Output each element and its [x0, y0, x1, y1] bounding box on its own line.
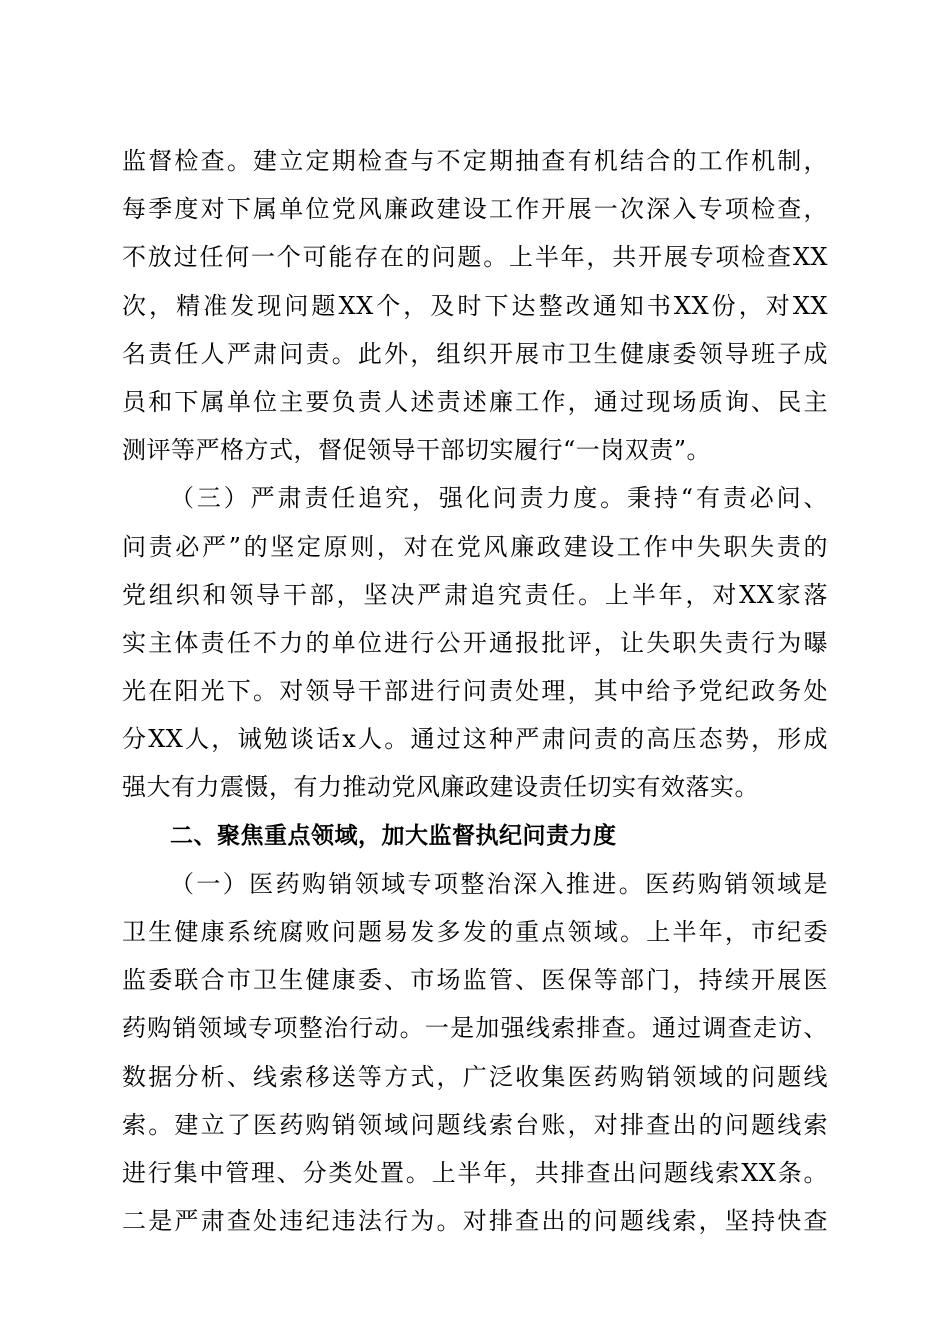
section-heading: 二、聚焦重点领域，加大监督执纪问责力度 [170, 822, 617, 849]
text-line: 药购销领域专项整治行动。一是加强线索排查。通过调查走访、 [122, 1014, 828, 1043]
section-lead-line: （三）严肃责任追究，强化问责力度。秉持“有责必问、 [170, 484, 828, 513]
text-line: 每季度对下属单位党风廉政建设工作开展一次深入专项检查， [122, 195, 828, 224]
text-line: 测评等严格方式，督促领导干部切实履行“一岗双责”。 [122, 436, 712, 465]
text-line: 数据分析、线索移送等方式，广泛收集医药购销领域的问题线 [122, 1062, 828, 1091]
text-line: 监委联合市卫生健康委、市场监管、医保等部门，持续开展医 [122, 966, 828, 995]
text-line: 员和下属单位主要负责人述责述廉工作，通过现场质询、民主 [122, 387, 828, 416]
text-line: 光在阳光下。对领导干部进行问责处理，其中给予党纪政务处 [122, 677, 828, 706]
text-line: 不放过任何一个可能存在的问题。上半年，共开展专项检查XX [122, 243, 828, 272]
text-line: 名责任人严肃问责。此外，组织开展市卫生健康委领导班子成 [122, 339, 828, 368]
text-line: 二是严肃查处违纪违法行为。对排查出的问题线索，坚持快查 [122, 1207, 828, 1236]
section-lead-line: （一）医药购销领域专项整治深入推进。医药购销领域是 [170, 869, 828, 898]
text-line: 进行集中管理、分类处置。上半年，共排查出问题线索XX条。 [122, 1158, 828, 1187]
text-line: 索。建立了医药购销领域问题线索台账，对排查出的问题线索 [122, 1110, 828, 1139]
text-line: 监督检查。建立定期检查与不定期抽查有机结合的工作机制， [122, 147, 828, 175]
text-line: 问责必严”的坚定原则，对在党风廉政建设工作中失职失责的 [122, 532, 828, 561]
text-line: 党组织和领导干部，坚决严肃追究责任。上半年，对XX家落 [122, 580, 828, 609]
body-text [122, 137, 828, 1245]
text-line: 卫生健康系统腐败问题易发多发的重点领域。上半年，市纪委 [122, 918, 828, 946]
text-line: 实主体责任不力的单位进行公开通报批评，让失职失责行为曝 [122, 628, 828, 657]
text-line: 次，精准发现问题XX个，及时下达整改通知书XX份，对XX [122, 291, 828, 320]
text-line: 分XX人，诫勉谈话x人。通过这种严肃问责的高压态势，形成 [122, 725, 828, 754]
text-line: 强大有力震慑，有力推动党风廉政建设责任切实有效落实。 [122, 773, 759, 802]
